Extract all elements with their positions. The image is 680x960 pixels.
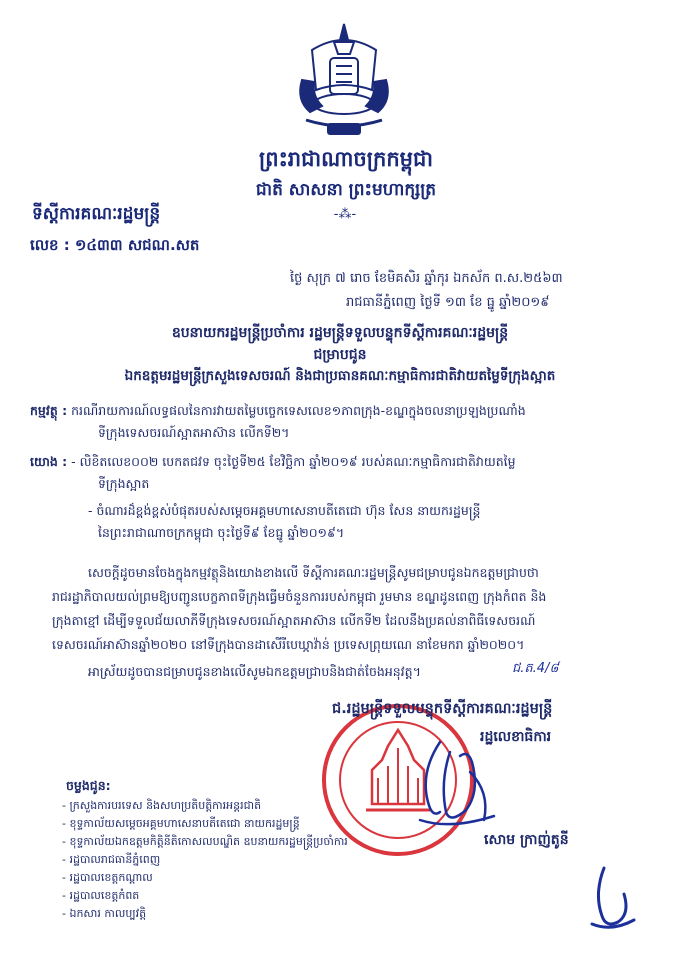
cc-item: - រដ្ឋបាលខេត្តកណ្ដាល	[62, 871, 153, 884]
body-line-1: សេចក្ដីដូចមានចែងក្នុងកម្មវត្ថុនិងយោងខាងលើ ទីស្ដីការគណៈរដ្ឋមន្ត្រីសូមជម្រាបជូនឯកឧត្ដមជ្រាបថា	[88, 565, 539, 580]
reference-item-1-line-2: ទីក្រុងស្អាត	[98, 476, 150, 491]
reference-label: យោង :	[30, 454, 68, 469]
closing-sentence: អាស្រ័យដូចបានជម្រាបជូនខាងលើសូមឯកឧត្ដមជ្រាបនិងជាត់ចែងអនុវត្ត។	[88, 664, 421, 679]
cc-item: - រដ្ឋបាលខេត្តកំពត	[62, 889, 140, 902]
addressee-line-2: ជម្រាបជូន	[313, 347, 367, 363]
royal-coat-of-arms-icon	[292, 20, 396, 144]
signature-title-line-2: រដ្ឋលេខាធិការ	[480, 729, 552, 745]
cc-item: - រដ្ឋបាលរាជធានីភ្នំពេញ	[62, 853, 161, 866]
reference-item-2-line-2: នៃព្រះរាជាណាចក្រកម្ពុជា ចុះថ្ងៃទី៩ ខែធ្នូ ឆ្នាំ២០១៩។	[98, 525, 345, 540]
cc-item: - ខុទ្ទកាល័យឯកឧត្ដមកិត្តិនីតិកោសលបណ្ឌិត ឧបនាយករដ្ឋមន្ត្រីប្រចាំការ	[62, 835, 348, 848]
subject-line-1: ករណីរាយការណ៍លទ្ធផលនៃការវាយតម្លៃបច្ចេកទេសលេខ១ភាពក្រុង-ខណ្ឌក្នុងចលនាប្រឡងប្រណាំង	[71, 403, 526, 418]
cc-item: - ក្រសួងការបរទេស និងសហប្រតិបត្តិការអន្តរជាតិ	[62, 799, 262, 812]
subject-line-2: ទីក្រុងទេសចរណ៍ស្អាតអាស៊ាន លើកទី២។	[98, 425, 290, 440]
cc-item: - ខុទ្ទកាល័យសម្ដេចអគ្គមហាសេនាបតីតេជោ នាយករដ្ឋមន្ត្រី	[62, 817, 300, 830]
cc-title: ចម្លងជូន:	[66, 778, 111, 793]
body-line-2: រាជរដ្ឋាភិបាលយល់ព្រមឱ្យបញ្ជូនបេក្ខភាពទីក្រុងធ្វើមចំនួនការរបស់កម្ពុជា រួមមាន ខណ្ឌដូនពេញ ក្រុងកំពត និង	[52, 589, 547, 604]
reference-item-1-line-1: - លិខិតលេខ០០២ បេកតជវទ ចុះថ្ងៃទី២៥ ខែវិច្ឆិកា ឆ្នាំ២០១៩ របស់គណៈកម្មាធិការជាតិវាយតម្លៃ	[71, 454, 516, 469]
body-line-4: ទេសចរណ៍អាស៊ានឆ្នាំ២០២០ នៅទីក្រុងបានដាសើរីបេឃ្កាវ៉ាន់ ប្រទេសព្រុយណេ នាខែមករា ឆ្នាំ២០២០។	[52, 637, 525, 652]
cc-item: - ឯកសារ កាលប្បវត្តិ	[62, 907, 147, 920]
signature-title-line-1: ជ.រដ្ឋមន្ត្រីទទួលបន្ទុកទីស្ដីការគណៈរដ្ឋមន្ត្រី	[332, 701, 553, 717]
signatory-name: សោម ក្រាញ់តូនី	[484, 832, 569, 848]
reference-row	[30, 451, 516, 473]
reference-item-2-line-1: - ចំណារដ៏ខ្ពង់ខ្ពស់បំផុតរបស់សម្ដេចអគ្គមហាសេនាបតីតេជោ ហ៊ុន សែន នាយករដ្ឋមន្ត្រី	[88, 503, 481, 518]
ornament-divider: -⁂-	[333, 207, 357, 222]
kingdom-heading: ព្រះរាជាណាចក្រកម្ពុជា	[258, 147, 433, 171]
subject-label: កម្មវត្ថុ :	[30, 403, 68, 418]
body-line-3: ក្រុងតាខ្មៅ ដើម្បីទទួលជ័យលាភីទីក្រុងទេសចរណ៍ស្អាតអាស៊ាន លើកទី២ ដែលនឹងប្រគល់នាពិធីទេសចរណ៍	[52, 613, 536, 628]
addressee-line-1: ឧបនាយករដ្ឋមន្ត្រីប្រចាំការ រដ្ឋមន្ត្រីទទួលបន្ទុកទីស្ដីការគណៈរដ្ឋមន្ត្រី	[171, 325, 509, 341]
reference-number: លេខ : ១៤៣៣ សជណ.សត	[30, 236, 200, 254]
addressee-line-3: ឯកឧត្ដមរដ្ឋមន្ត្រីក្រសួងទេសចរណ៍ និងជាប្រធានគណៈកម្មាធិការជាតិវាយតម្លៃទីក្រុងស្អាត	[124, 368, 556, 384]
solar-date: រាជធានីភ្នំពេញ ថ្ងៃទី ១៣ ខែ ធ្នូ ឆ្នាំ២០១៩	[346, 295, 550, 310]
national-motto: ជាតិ សាសនា ព្រះមហាក្សត្រ	[255, 180, 437, 200]
sender-ministry: ទីស្ដីការគណៈរដ្ឋមន្ត្រី	[32, 204, 161, 224]
subject-row	[30, 400, 526, 422]
lunar-date: ថ្ងៃ សុក្រ ៧ រោច ខែមិគសិរ ឆ្នាំកុរ ឯកស័ក ព.ស.២៥៦៣	[290, 271, 563, 286]
handwritten-signature-icon	[410, 732, 500, 832]
handwritten-initials: ជ.ត.4/៨	[512, 661, 559, 676]
handwritten-mark-icon	[584, 864, 640, 934]
